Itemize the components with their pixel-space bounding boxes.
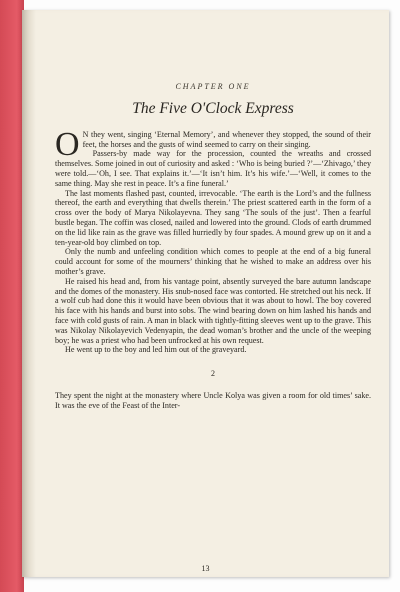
paragraph-1-text: N they went, singing ‘Eternal Memory’, and whenever they stopped, the sound of their feet, the horses and the gusts of wind seemed to carry on their singing. bbox=[82, 129, 371, 149]
gutter-shadow bbox=[22, 10, 36, 577]
paragraph-5: He raised his head and, from his vantage point, absently surveyed the bare autumn landscape and the domes of the monastery. His snub-nosed face was contorted. He stretched out his neck. If a wolf cub had done this it would have been obvious that it was about to howl. The boy covered his face with his hands and burst into sobs. The wind bearing down on him lashed his hands and face with cold gusts of rain. A man in black with tightly-fitting sleeves went up to the grave. This was Nikolay Nikolayevich Vedenyapin, the dead woman’s brother and the uncle of the weeping boy; he was a priest who had been unfrocked at his own request. bbox=[55, 276, 371, 345]
book-cover-edge bbox=[0, 0, 24, 592]
section-number: 2 bbox=[211, 369, 215, 379]
paragraph-7: They spent the night at the monastery where Uncle Kolya was given a room for old times’ sake. It was the eve of the Feast of the Inter- bbox=[55, 390, 371, 410]
paragraph-2: Passers-by made way for the procession, counted the wreaths and crossed themselves. Some joined in out of curiosity and asked : ‘Who is being buried ?’—‘Zhivago,’ they were told.—‘Oh, I see. That explains it.’—‘It isn’t him. It’s his wife.’—‘Well, it comes to the same thing. May she rest in peace. It’s a fine funeral.’ bbox=[55, 149, 371, 188]
paragraph-3: The last moments flashed past, counted, irrevocable. ‘The earth is the Lord’s and the fullness thereof, the earth and everything that dwells therein.’ The priest scattered earth in the form of a cross over the body of Marya Nikolayevna. They sang ‘The souls of the just’. Then a fearful bustle began. The coffin was closed, nailed and lowered into the ground. Clods of earth drummed on the lid like rain as the grave was filled hurriedly by four spades. A mound grew up on it and a ten-year-old boy climbed on top. bbox=[55, 188, 371, 247]
page-number: 13 bbox=[201, 564, 210, 573]
chapter-label: CHAPTER ONE bbox=[175, 82, 251, 91]
page-text bbox=[55, 82, 371, 411]
paragraph-6: He went up to the boy and led him out of the graveyard. bbox=[65, 345, 247, 355]
paragraph-4: Only the numb and unfeeling condition which comes to people at the end of a big funeral could account for some of the mourners’ thinking that he wished to make an address over his mother’s grave. bbox=[55, 247, 371, 276]
chapter-title: The Five O'Clock Express bbox=[132, 99, 294, 117]
paragraph-1 bbox=[55, 125, 371, 163]
drop-cap: O bbox=[55, 125, 80, 163]
